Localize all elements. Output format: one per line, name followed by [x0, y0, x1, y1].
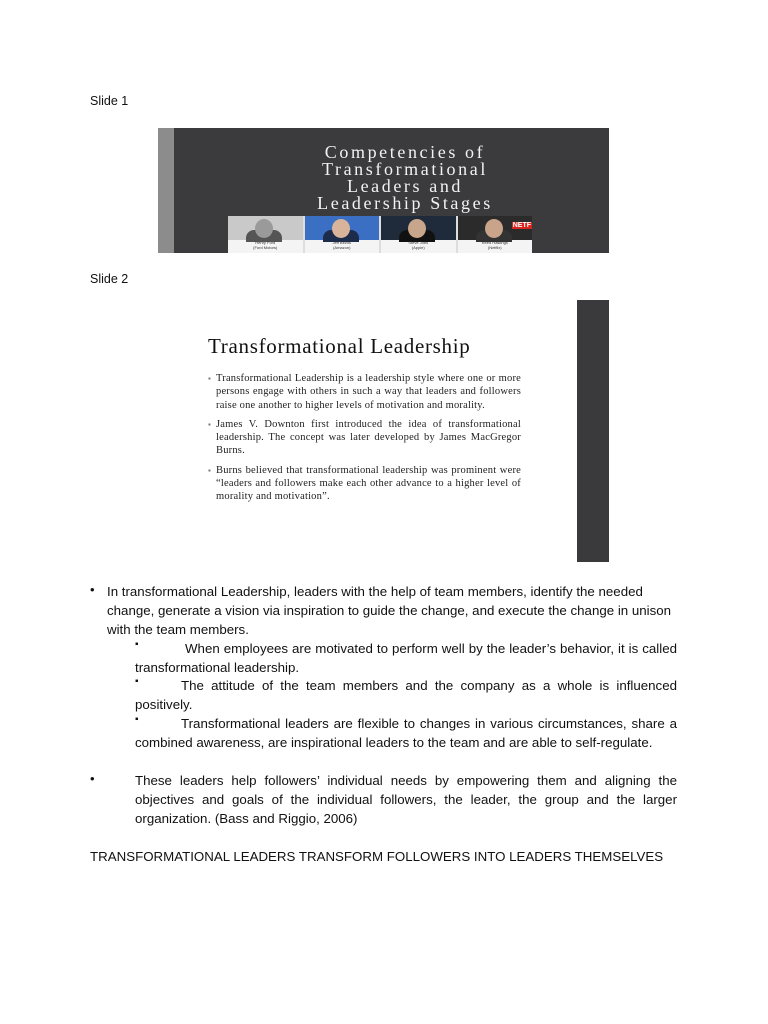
square-bullet-icon: ▪ [208, 419, 212, 429]
slide-2-point: ▪ Transformational Leadership is a leadership style where one or more persons engage with others in such a way that leaders and followers raise one another to higher levels of motivation and morality. [208, 373, 521, 411]
sub-bullet-paragraph-3: Transformational leaders are flexible to changes in various circumstances, share a combined awareness, are inspirational leaders to the team and are able to self-regulate. [135, 716, 677, 750]
leader-photo-steve-jobs [381, 216, 456, 253]
bullet-icon: • [90, 771, 95, 786]
leader-caption: Jeff Bezos (Amazon) [332, 240, 352, 250]
slide-1-title [220, 144, 590, 212]
slide-1-title-line: Leadership Stages [317, 193, 493, 213]
netflix-logo: NETF [512, 222, 531, 229]
sub-bullet-paragraph-1: When employees are motivated to perform well by the leader’s behavior, it is called transformational leadership. [135, 641, 677, 675]
leader-caption: Reed Hastings (Netflix) [481, 240, 508, 250]
bullet-paragraph-2: These leaders help followers’ individual needs by empowering them and aligning the objectives and goals of the individual followers, the leader, the group and the larger organization. (Bass and Riggio, 2006) [135, 773, 677, 826]
slide-1-title-line: Leaders and [346, 176, 464, 196]
slide-1-title-line: Transformational [322, 159, 488, 179]
square-bullet-icon: ▪ [135, 714, 139, 725]
leader-caption: Steve Jobs (Apple) [408, 240, 429, 250]
bullet-paragraph-1: In transformational Leadership, leaders with the help of team members, identify the needed change, generate a vision via inspiration to guide the change, and execute the change in unison with the team members. [107, 584, 672, 637]
leader-photo-reed-hastings [458, 216, 533, 253]
sub-bullet-paragraph-2: The attitude of the team members and the company as a whole is influenced positively. [135, 678, 677, 712]
slide-2-right-bar [577, 300, 609, 562]
square-bullet-icon: ▪ [135, 639, 139, 650]
portrait-icon [332, 219, 350, 238]
portrait-icon [255, 219, 273, 238]
slide-1-left-stripe [158, 128, 174, 253]
slide-1-label: Slide 1 [90, 94, 129, 108]
slide-2-label: Slide 2 [90, 272, 129, 286]
slide-2-point: ▪ Burns believed that transformational leadership was prominent were “leaders and followers make each other advance to a higher level of morality and motivation”. [208, 464, 521, 503]
slide-1-image [158, 128, 609, 253]
leader-photo-henry-ford [228, 216, 303, 253]
slide-2-points [208, 372, 521, 510]
leader-photos-strip [228, 216, 532, 253]
slide-2-title: Transformational Leadership [208, 334, 471, 358]
slide-2-point: ▪ James V. Downton first introduced the idea of transformational leadership. The concept was later developed by James MacGregor Burns. [208, 418, 521, 457]
square-bullet-icon: ▪ [135, 676, 139, 687]
slide-1-title-line: Competencies of [324, 142, 486, 162]
square-bullet-icon: ▪ [208, 465, 212, 475]
closing-statement: TRANSFORMATIONAL LEADERS TRANSFORM FOLLOWERS INTO LEADERS THEMSELVES [90, 849, 664, 864]
portrait-icon [485, 219, 503, 238]
leader-caption: Henry Ford (Ford Motors) [253, 240, 278, 250]
square-bullet-icon: ▪ [208, 374, 212, 383]
leader-photo-jeff-bezos [305, 216, 380, 253]
bullet-icon: • [90, 582, 95, 597]
slide-2-image [158, 300, 609, 562]
portrait-icon [408, 219, 426, 238]
